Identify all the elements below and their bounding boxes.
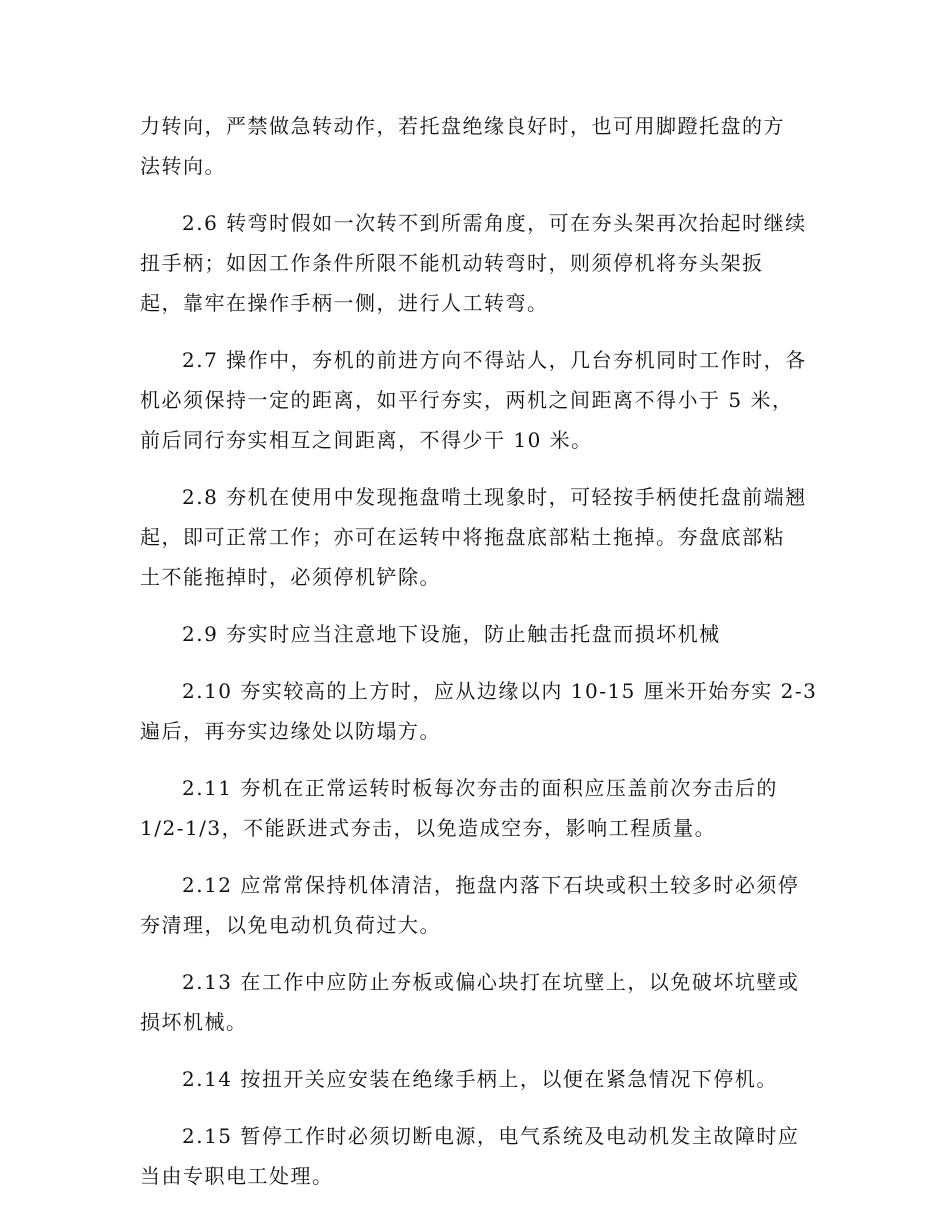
text-line: 法转向。 <box>140 154 226 178</box>
paragraph <box>140 203 820 323</box>
paragraph <box>140 477 820 597</box>
text-line: 起，即可正常工作；亦可在运转中将拖盘底部粘土拖掉。夯盘底部粘 <box>140 525 785 549</box>
paragraph <box>140 962 820 1042</box>
text-line: 2.9 夯实时应当注意地下设施，防止触击托盘而损坏机械 <box>182 622 721 646</box>
text-line: 2.13 在工作中应防止夯板或偏心块打在坑壁上，以免破坏坑壁或 <box>182 970 800 994</box>
text-line: 1/2-1/3，不能跃进式夯击，以免造成空夯，影响工程质量。 <box>140 816 717 840</box>
text-line: 2.11 夯机在正常运转时板每次夯击的面积应压盖前次夯击后的 <box>182 776 778 800</box>
text-line: 2.7 操作中，夯机的前进方向不得站人，几台夯机同时工作时，各 <box>182 348 807 372</box>
text-line: 当由专职电工处理。 <box>140 1164 334 1188</box>
text-line: 2.15 暂停工作时必须切断电源，电气系统及电动机发主故障时应 <box>182 1124 800 1148</box>
paragraph <box>140 768 820 848</box>
text-line: 机必须保持一定的距离，如平行夯实，两机之间距离不得小于 5 米， <box>140 388 794 412</box>
text-line: 2.10 夯实较高的上方时，应从边缘以内 10-15 厘米开始夯实 2-3 <box>182 679 818 703</box>
text-line: 土不能拖掉时，必须停机铲除。 <box>140 565 441 589</box>
paragraph <box>140 865 820 945</box>
document-body <box>140 106 820 1213</box>
text-line: 2.12 应常常保持机体清洁，拖盘内落下石块或积土较多时必须停 <box>182 873 800 897</box>
text-line: 2.6 转弯时假如一次转不到所需角度，可在夯头架再次抬起时继续 <box>182 211 807 235</box>
text-line: 起，靠牢在操作手柄一侧，进行人工转弯。 <box>140 291 549 315</box>
text-line: 2.8 夯机在使用中发现拖盘啃土现象时，可轻按手柄使托盘前端翘 <box>182 485 807 509</box>
paragraph <box>140 614 820 654</box>
paragraph <box>140 1116 820 1196</box>
paragraph <box>140 1059 820 1099</box>
paragraph <box>140 671 820 751</box>
text-line: 遍后，再夯实边缘处以防塌方。 <box>140 719 441 743</box>
text-line: 前后同行夯实相互之间距离，不得少干 10 米。 <box>140 428 593 452</box>
text-line: 扭手柄；如因工作条件所限不能机动转弯时，则须停机将夯头架扳 <box>140 251 764 275</box>
text-line: 损坏机械。 <box>140 1010 248 1034</box>
text-line: 力转向，严禁做急转动作，若托盘绝缘良好时，也可用脚蹬托盘的方 <box>140 114 785 138</box>
paragraph <box>140 340 820 460</box>
text-line: 2.14 按扭开关应安装在绝缘手柄上，以便在紧急情况下停机。 <box>182 1067 778 1091</box>
paragraph <box>140 106 820 186</box>
text-line: 夯清理，以免电动机负荷过大。 <box>140 913 441 937</box>
